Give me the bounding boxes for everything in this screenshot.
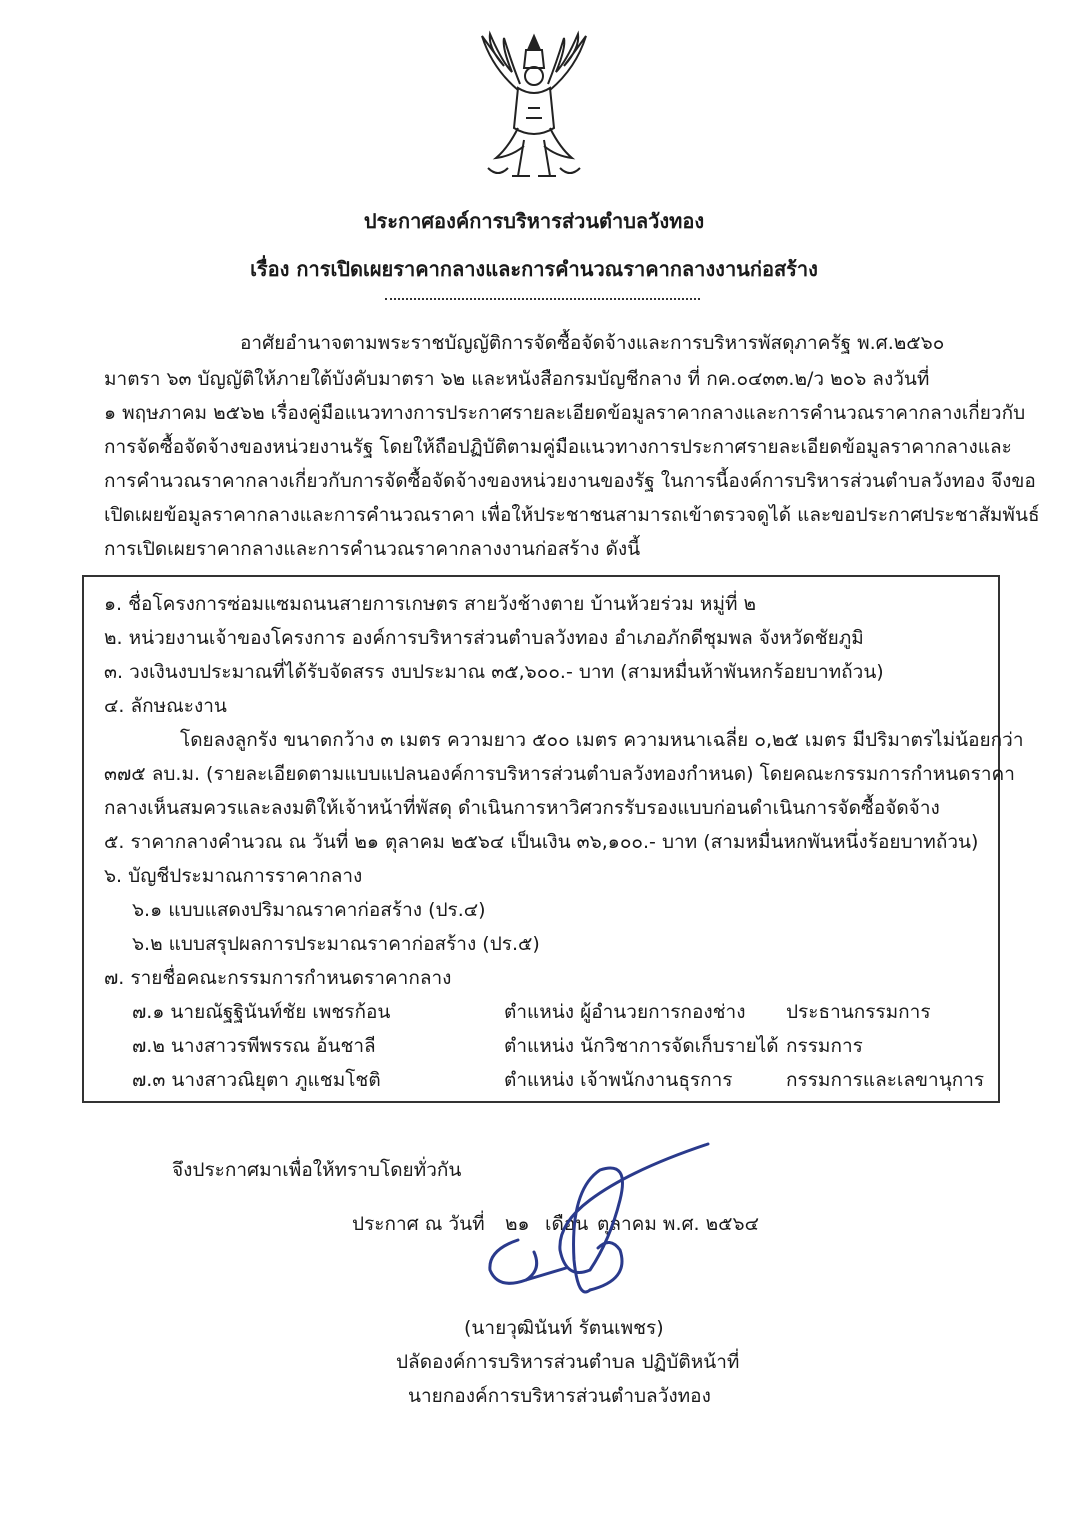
committee-member-name: ๗.๓ นางสาวณิยุตา ภูแชมโชติ	[132, 1069, 381, 1091]
signer-title-1: ปลัดองค์การบริหารส่วนตำบล ปฏิบัติหน้าที่	[396, 1351, 740, 1373]
committee-member-role: กรรมการและเลขานุการ	[786, 1069, 985, 1091]
subject-title: เรื่อง การเปิดเผยราคากลางและการคำนวณราคากลางงานก่อสร้าง	[250, 257, 818, 281]
closing-announce: จึงประกาศมาเพื่อให้ทราบโดยทั่วกัน	[172, 1159, 462, 1181]
announce-date-month-label: เดือน	[545, 1213, 589, 1235]
item-owner-agency: ๒. หน่วยงานเจ้าของโครงการ องค์การบริหารส่วนตำบลวังทอง อำเภอภักดีชุมพล จังหวัดชัยภูมิ	[104, 627, 864, 649]
garuda-emblem-icon	[468, 28, 600, 188]
item-median-price: ๕. ราคากลางคำนวณ ณ วันที่ ๒๑ ตุลาคม ๒๕๖๔ เป็นเงิน ๓๖,๑๐๐.- บาท (สามหมื่นหกพันหนึ่งร้อยบาทถ้วน)	[104, 831, 979, 853]
announce-date-day: ๒๑	[505, 1213, 530, 1235]
committee-member-name: ๗.๒ นางสาวรพีพรรณ อ้นชาลี	[132, 1035, 376, 1057]
item-budget: ๓. วงเงินงบประมาณที่ได้รับจัดสรร งบประมาณ ๓๕,๖๐๐.- บาท (สามหมื่นห้าพันหกร้อยบาทถ้วน)	[104, 661, 884, 683]
item-work-type: ๔. ลักษณะงาน	[104, 695, 227, 717]
org-title: ประกาศองค์การบริหารส่วนตำบลวังทอง	[363, 209, 705, 233]
dotted-divider	[385, 298, 700, 300]
committee-member-role: กรรมการ	[786, 1035, 863, 1057]
item-estimate-pr5: ๖.๒ แบบสรุปผลการประมาณราคาก่อสร้าง (ปร.๕)	[132, 933, 540, 955]
item-work-description: ๓๗๕ ลบ.ม. (รายละเอียดตามแบบแปลนองค์การบริหารส่วนตำบลวังทองกำหนด) โดยคณะกรรมการกำหนดราคา	[104, 763, 1015, 785]
item-estimate-list: ๖. บัญชีประมาณการราคากลาง	[104, 865, 363, 887]
signer-name: (นายวุฒินันท์ รัตนเพชร)	[464, 1317, 664, 1339]
item-estimate-pr4: ๖.๑ แบบแสดงปริมาณราคาก่อสร้าง (ปร.๔)	[132, 899, 486, 921]
intro-line: อาศัยอำนาจตามพระราชบัญญัติการจัดซื้อจัดจ้างและการบริหารพัสดุภาครัฐ พ.ศ.๒๕๖๐	[240, 332, 945, 354]
item-committee-heading: ๗. รายชื่อคณะกรรมการกำหนดราคากลาง	[104, 967, 452, 989]
intro-line: การเปิดเผยราคากลางและการคำนวณราคากลางงานก่อสร้าง ดังนี้	[104, 538, 641, 560]
committee-member-position: ตำแหน่ง นักวิชาการจัดเก็บรายได้	[504, 1035, 779, 1057]
announce-date-label: ประกาศ ณ วันที่	[352, 1213, 485, 1235]
intro-line: มาตรา ๖๓ บัญญัติให้ภายใต้บังคับมาตรา ๖๒ และหนังสือกรมบัญชีกลาง ที่ กค.๐๔๓๓.๒/ว ๒๐๖ ลงวันที่	[104, 368, 930, 390]
item-work-description: โดยลงลูกรัง ขนาดกว้าง ๓ เมตร ความยาว ๕๐๐ เมตร ความหนาเฉลี่ย ๐,๒๕ เมตร มีปริมาตรไม่น้อยกว่า	[180, 729, 1024, 751]
intro-line: การคำนวณราคากลางเกี่ยวกับการจัดซื้อจัดจ้างของหน่วยงานของรัฐ ในการนี้องค์การบริหารส่วนตำบลวังทอง จึงขอ	[104, 470, 1036, 492]
committee-member-name: ๗.๑ นายณัฐฐินันท์ชัย เพชรก้อน	[132, 1001, 391, 1023]
item-work-description: กลางเห็นสมควรและลงมติให้เจ้าหน้าที่พัสดุ ดำเนินการหาวิศวกรรับรองแบบก่อนดำเนินการจัดซื้อจัดจ้าง	[104, 797, 940, 819]
announce-date-month: ตุลาคม พ.ศ. ๒๕๖๔	[597, 1213, 759, 1235]
signer-title-2: นายกองค์การบริหารส่วนตำบลวังทอง	[408, 1385, 711, 1407]
intro-line: เปิดเผยข้อมูลราคากลางและการคำนวณราคา เพื่อให้ประชาชนสามารถเข้าตรวจดูได้ และขอประกาศประชาสัมพันธ์	[104, 504, 1040, 526]
handwritten-signature-icon	[470, 1140, 730, 1310]
committee-member-role: ประธานกรรมการ	[786, 1001, 931, 1023]
intro-line: การจัดซื้อจัดจ้างของหน่วยงานรัฐ โดยให้ถือปฏิบัติตามคู่มือแนวทางการประกาศรายละเอียดข้อมูลราคากลางและ	[104, 436, 1012, 458]
intro-line: ๑ พฤษภาคม ๒๕๖๒ เรื่องคู่มือแนวทางการประกาศรายละเอียดข้อมูลราคากลางและการคำนวณราคากลางเกี่ยวกับ	[104, 402, 1026, 424]
item-project-name: ๑. ชื่อโครงการซ่อมแซมถนนสายการเกษตร สายวังช้างตาย บ้านห้วยร่วม หมู่ที่ ๒	[104, 593, 757, 615]
committee-member-position: ตำแหน่ง ผู้อำนวยการกองช่าง	[504, 1001, 746, 1023]
committee-member-position: ตำแหน่ง เจ้าพนักงานธุรการ	[504, 1069, 733, 1091]
